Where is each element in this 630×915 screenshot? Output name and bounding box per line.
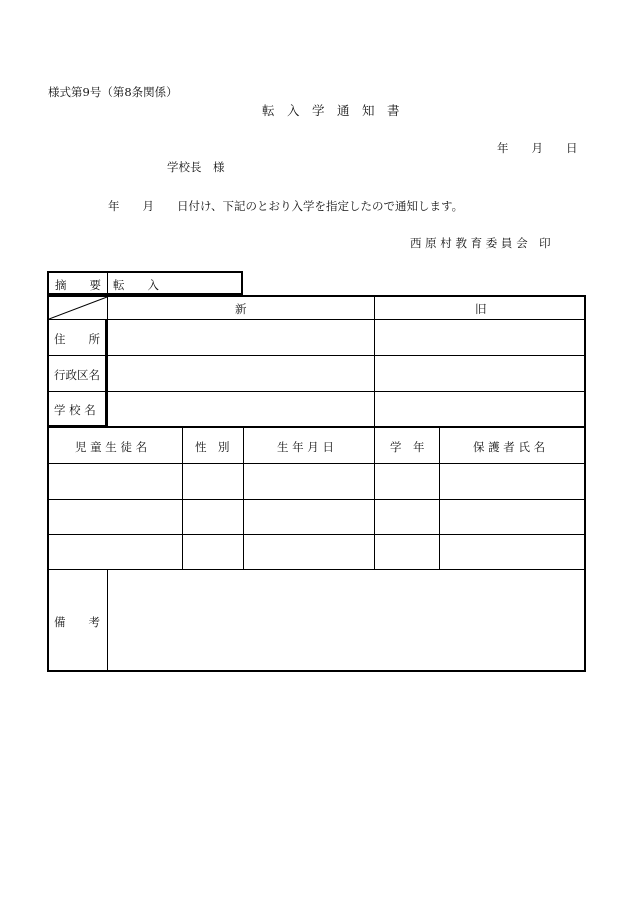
row-line [49, 499, 584, 500]
row-label-school: 学 校 名 [54, 403, 96, 417]
row-label-address: 住 所 [54, 332, 100, 346]
document-title: 転 入 学 通 知 書 [262, 103, 400, 118]
summary-divider [107, 273, 108, 293]
row-line [49, 534, 584, 535]
issuer-line: 西 原 村 教 育 委 員 会 印 [410, 236, 551, 250]
row-line [49, 391, 584, 392]
col-line [107, 570, 108, 670]
summary-value: 転 入 [113, 278, 159, 292]
column-new-header: 新 [235, 302, 247, 316]
recipient-line: 学校長 様 [167, 160, 225, 174]
summary-label: 摘 要 [55, 278, 101, 292]
form-number: 様式第9号（第8条関係） [48, 85, 178, 99]
col-line [243, 428, 244, 570]
col-line [374, 297, 375, 428]
col-line [439, 428, 440, 570]
header-birthdate: 生 年 月 日 [277, 440, 334, 454]
header-student-name: 児 童 生 徒 名 [75, 440, 148, 454]
column-old-header: 旧 [475, 302, 487, 316]
notification-body: 年 月 日付け、下記のとおり入学を指定したので通知します。 [108, 199, 464, 213]
row-line [49, 319, 584, 320]
col-line [182, 428, 183, 570]
remarks-label: 備 考 [54, 615, 100, 629]
header-grade: 学 年 [390, 440, 425, 454]
row-label-district: 行政区名 [54, 368, 100, 382]
section-line [49, 569, 584, 570]
corner-diagonal [49, 297, 108, 320]
date-line: 年 月 日 [497, 141, 578, 155]
col-line [374, 428, 375, 570]
row-line [49, 355, 584, 356]
row-line [49, 463, 584, 464]
section-line [49, 426, 584, 428]
header-gender: 性 別 [195, 440, 230, 454]
header-guardian: 保 護 者 氏 名 [473, 440, 546, 454]
summary-box [47, 271, 243, 295]
main-table [47, 295, 586, 672]
